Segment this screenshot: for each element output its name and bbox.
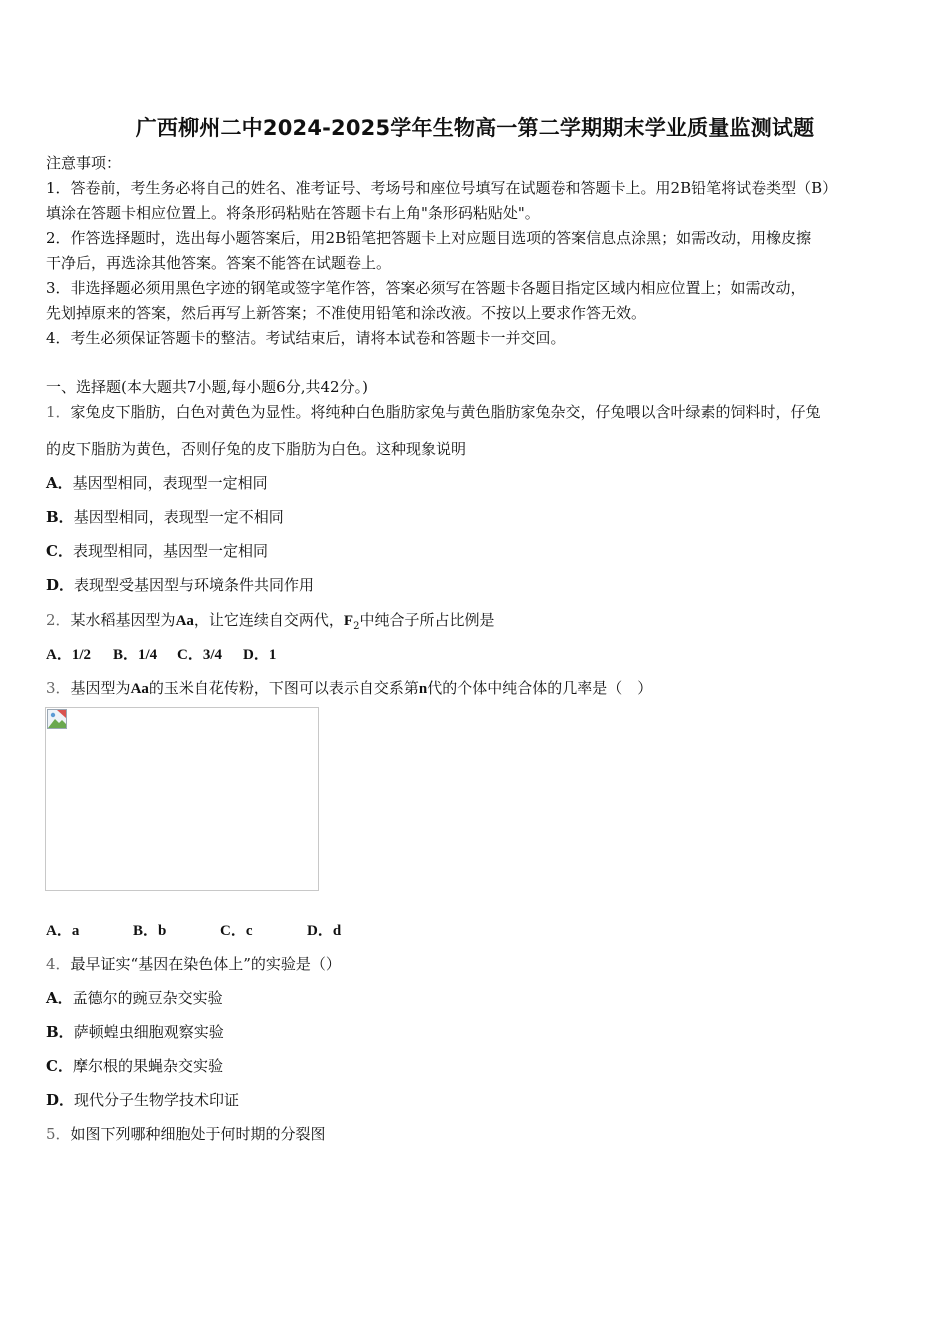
section-heading: 一、选择题(本大题共7小题,每小题6分,共42分。) (46, 378, 368, 396)
option-key: B． (46, 508, 74, 526)
option-b: B．1/4 (113, 647, 158, 663)
question-text: 如图下列哪种细胞处于何时期的分裂图 (70, 1125, 326, 1143)
option-a: A．a (46, 923, 80, 939)
question-3 (46, 677, 652, 698)
option-text: 表现型受基因型与环境条件共同作用 (74, 576, 315, 594)
notice-line: 先划掉原来的答案，然后再写上新答案；不准使用铅笔和涂改液。不按以上要求作答无效。 (46, 304, 647, 322)
question-text: ，让它连续自交两代， (193, 611, 344, 629)
question-1 (46, 401, 821, 422)
option-b: B．b (133, 923, 167, 939)
notice-line: 3．非选择题必须用黑色字迹的钢笔或签字笔作答，答案必须写在答题卡各题目指定区域内相应位置上；如需改动， (46, 279, 806, 297)
option-key: D． (46, 576, 75, 594)
option-c (46, 540, 268, 561)
option-text: 孟德尔的豌豆杂交实验 (72, 989, 223, 1007)
option-a (46, 472, 268, 493)
question-number: 2． (46, 611, 71, 629)
option-key: B． (46, 1023, 74, 1041)
option-c (46, 1055, 223, 1076)
variable-n: n (418, 681, 428, 697)
option-d: D．1 (243, 647, 277, 663)
notice-label: 注意事项： (46, 154, 122, 172)
option-text: 萨顿蝗虫细胞观察实验 (73, 1023, 224, 1041)
option-c: C．c (220, 923, 253, 939)
question-number: 1． (46, 403, 71, 421)
notice-line: 干净后，再选涂其他答案。答案不能答在试题卷上。 (46, 254, 392, 272)
option-key: D． (46, 1091, 75, 1109)
question-1-cont: 的皮下脂肪为黄色，否则仔兔的皮下脂肪为白色。这种现象说明 (46, 440, 467, 458)
question-number: 4． (46, 955, 71, 973)
page-title: 广西柳州二中2024-2025学年生物高一第二学期期末学业质量监测试题 (135, 116, 815, 140)
notice-line: 4．考生必须保证答题卡的整洁。考试结束后，请将本试卷和答题卡一并交回。 (46, 329, 566, 347)
question-4 (46, 953, 341, 974)
option-a (46, 987, 223, 1008)
question-text: 某水稻基因型为 (70, 611, 176, 629)
question-text: 代的个体中纯合体的几率是（ ） (427, 679, 653, 697)
figure-placeholder (45, 707, 319, 891)
question-5 (46, 1123, 326, 1144)
question-text: 中纯合子所占比例是 (359, 611, 495, 629)
option-d: D．d (307, 923, 342, 939)
question-text: 的玉米自花传粉，下图可以表示自交系第 (148, 679, 419, 697)
option-text: 表现型相同，基因型一定相同 (72, 542, 268, 560)
notice-line: 填涂在答题卡相应位置上。将条形码粘贴在答题卡右上角"条形码粘贴处"。 (46, 204, 540, 222)
question-text: 基因型为 (70, 679, 131, 697)
option-key: C． (46, 1057, 73, 1075)
question-text: 最早证实“基因在染色体上”的实验是（） (70, 955, 341, 973)
generation-sub: 2 (353, 621, 360, 632)
broken-image-icon (47, 709, 67, 729)
option-key: A． (46, 474, 73, 492)
option-text: 摩尔根的果蝇杂交实验 (72, 1057, 223, 1075)
genotype: Aa (130, 681, 149, 697)
question-text: 家兔皮下脂肪，白色对黄色为显性。将纯种白色脂肪家兔与黄色脂肪家兔杂交，仔兔喂以含叶绿素的饲料时，仔兔 (70, 403, 821, 421)
option-text: 现代分子生物学技术印证 (74, 1091, 240, 1109)
option-a: A．1/2 (46, 647, 92, 663)
option-key: C． (46, 542, 73, 560)
option-d (46, 574, 314, 595)
option-text: 基因型相同，表现型一定相同 (72, 474, 268, 492)
option-b (46, 1021, 224, 1042)
option-key: A． (46, 989, 73, 1007)
option-d (46, 1089, 239, 1110)
question-2 (46, 609, 494, 632)
question-number: 3． (46, 679, 71, 697)
generation: F (343, 613, 354, 629)
notice-line: 1．答卷前，考生务必将自己的姓名、准考证号、考场号和座位号填写在试题卷和答题卡上。用2B铅笔将试卷类型（B） (46, 179, 838, 197)
option-b (46, 506, 284, 527)
notice-line: 2．作答选择题时，选出每小题答案后，用2B铅笔把答题卡上对应题目选项的答案信息点涂黑；如需改动，用橡皮擦 (46, 229, 812, 247)
options-row (46, 919, 341, 940)
option-text: 基因型相同，表现型一定不相同 (73, 508, 284, 526)
options-row (46, 643, 276, 664)
option-c: C．3/4 (177, 647, 223, 663)
question-number: 5． (46, 1125, 71, 1143)
genotype: Aa (175, 613, 194, 629)
